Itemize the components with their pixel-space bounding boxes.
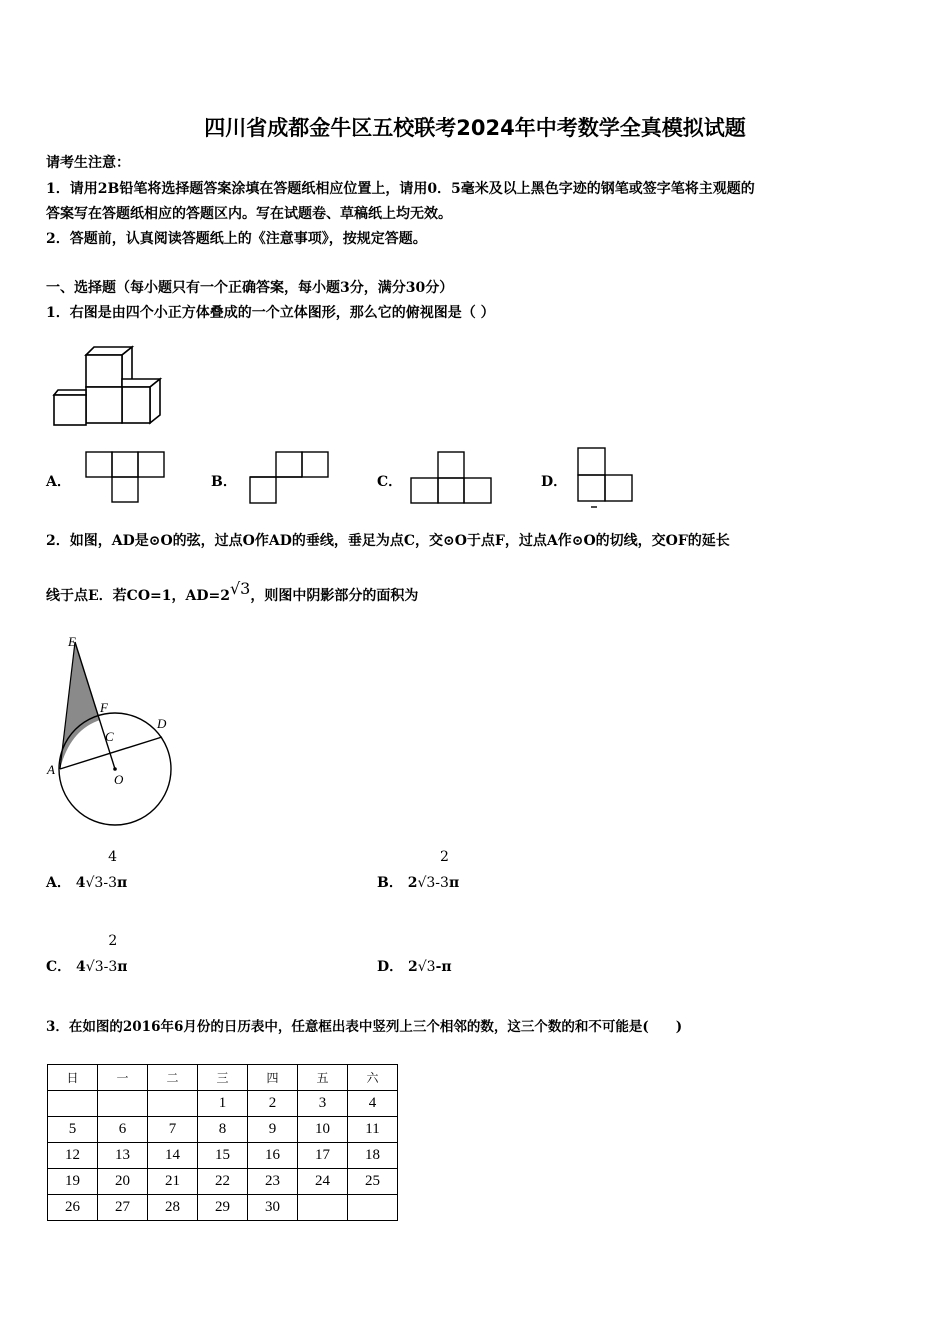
fraction (108, 933, 118, 975)
notice-item-1-line-2: 答案写在答题纸相应的答题区内。写在试题卷、草稿纸上均无效。 (46, 206, 452, 222)
fraction-numerator: 4 (108, 849, 117, 865)
q1-option-c-figure (408, 450, 494, 506)
figure-label-e: E (68, 634, 76, 649)
fraction (108, 849, 117, 891)
question-2-line-2-end: ，则图中阴影部分的面积为 (250, 588, 419, 604)
figure-label-d: D (157, 716, 167, 731)
fraction-denominator: 3 (440, 875, 449, 891)
calendar-cell: 22 (198, 1169, 248, 1195)
notice-heading: 请考生注意： (46, 155, 130, 171)
calendar-row (48, 1195, 398, 1221)
option-letter: B． (377, 875, 403, 891)
calendar-row (48, 1091, 398, 1117)
option-coefficient: 2 (408, 959, 418, 975)
figure-label-a: A (47, 762, 55, 777)
sqrt-3: √3 (229, 579, 251, 598)
calendar-header-row (48, 1065, 398, 1091)
question-2-line-2-start: 线于点E．若CO=1，AD=2 (46, 588, 230, 604)
calendar-cell: 15 (198, 1143, 248, 1169)
calendar-cell (298, 1195, 348, 1221)
q1-option-b-figure (248, 450, 332, 506)
pi-symbol: π (117, 959, 128, 975)
calendar-cell: 20 (98, 1169, 148, 1195)
q1-option-d-label: D． (541, 474, 568, 490)
calendar-cell: 16 (248, 1143, 298, 1169)
calendar-cell: 27 (98, 1195, 148, 1221)
q2-option-d (377, 956, 452, 976)
calendar-cell: 9 (248, 1117, 298, 1143)
calendar-cell: 13 (98, 1143, 148, 1169)
fraction (440, 849, 449, 891)
question-2-line-1: 2．如图，AD是⊙O的弦，过点O作AD的垂线，垂足为点C，交⊙O于点F，过点A作⊙O的切线，交OF的延长 (46, 533, 730, 549)
notice-item-2: 2．答题前，认真阅读答题纸上的《注意事项》，按规定答题。 (46, 231, 427, 247)
calendar-cell: 11 (348, 1117, 398, 1143)
option-coefficient: 4 (75, 875, 86, 891)
fraction-numerator: 2 (440, 849, 449, 865)
calendar-header-cell: 日 (48, 1065, 98, 1091)
calendar-row (48, 1143, 398, 1169)
calendar-header-cell: 五 (298, 1065, 348, 1091)
calendar-cell: 24 (298, 1169, 348, 1195)
calendar-cell: 10 (298, 1117, 348, 1143)
calendar-cell: 4 (348, 1091, 398, 1117)
figure-label-o: O (114, 772, 124, 787)
calendar-cell (98, 1091, 148, 1117)
sqrt-3: √3 (85, 875, 104, 891)
calendar-cell: 1 (198, 1091, 248, 1117)
question-3-text: 3．在如图的2016年6月份的日历表中，任意框出表中竖列上三个相邻的数，这三个数的和不可能是( ) (46, 1019, 683, 1035)
q1-option-b-label: B． (211, 474, 237, 490)
calendar-cell: 8 (198, 1117, 248, 1143)
q1-option-c-label: C． (377, 474, 403, 490)
calendar-cell: 14 (148, 1143, 198, 1169)
circle-tangent-figure (40, 630, 190, 835)
calendar-row (48, 1117, 398, 1143)
section-heading: 一、选择题（每小题只有一个正确答案，每小题3分，满分30分） (46, 280, 454, 296)
calendar-cell: 25 (348, 1169, 398, 1195)
sqrt-3: √3 (417, 875, 436, 891)
calendar-cell: 2 (248, 1091, 298, 1117)
calendar-header-cell: 三 (198, 1065, 248, 1091)
option-letter: A． (46, 875, 71, 891)
q2-option-c: C． 4√3- 2 3π (46, 933, 128, 975)
calendar-cell: 28 (148, 1195, 198, 1221)
option-coefficient: 4 (76, 959, 86, 975)
calendar-header-cell: 一 (98, 1065, 148, 1091)
fraction-denominator: 3 (108, 875, 117, 891)
q2-option-a: A． 4√3- 4 3π (46, 849, 128, 891)
option-letter: D． (377, 959, 404, 975)
calendar-cell: 17 (298, 1143, 348, 1169)
calendar-cell (148, 1091, 198, 1117)
q1-option-a-figure (84, 450, 168, 505)
calendar-cell: 18 (348, 1143, 398, 1169)
option-coefficient: 2 (407, 875, 418, 891)
question-1-text: 1．右图是由四个小正方体叠成的一个立体图形，那么它的俯视图是（ ） (46, 305, 495, 321)
option-letter: C． (46, 959, 72, 975)
calendar-row (48, 1169, 398, 1195)
fraction-denominator: 3 (108, 959, 118, 975)
q2-option-b: B． 2√3- 2 3π (377, 849, 460, 891)
calendar-cell: 21 (148, 1169, 198, 1195)
question-2-line-2 (46, 579, 419, 605)
fraction-numerator: 2 (108, 933, 118, 949)
option-tail: -π (435, 959, 452, 975)
calendar-cell: 19 (48, 1169, 98, 1195)
calendar-header-cell: 四 (248, 1065, 298, 1091)
calendar-cell: 7 (148, 1117, 198, 1143)
calendar-header-cell: 六 (348, 1065, 398, 1091)
calendar-cell: 23 (248, 1169, 298, 1195)
calendar-cell: 12 (48, 1143, 98, 1169)
calendar-table (47, 1064, 398, 1221)
calendar-cell: 30 (248, 1195, 298, 1221)
sqrt-3: √3 (85, 959, 104, 975)
pi-symbol: π (448, 875, 460, 891)
calendar-cell: 29 (198, 1195, 248, 1221)
page-title: 四川省成都金牛区五校联考2024年中考数学全真模拟试题 (204, 116, 746, 140)
calendar-cell (348, 1195, 398, 1221)
calendar-cell (48, 1091, 98, 1117)
calendar-cell: 5 (48, 1117, 98, 1143)
notice-item-1-line-1: 1．请用2B铅笔将选择题答案涂填在答题纸相应位置上，请用0．5毫米及以上黑色字迹的钢笔或签字笔将主观题的 (46, 181, 755, 197)
q1-option-a-label: A． (46, 474, 71, 490)
calendar-cell: 6 (98, 1117, 148, 1143)
sqrt-3: √3 (417, 959, 436, 975)
q1-option-d-figure (575, 446, 637, 510)
figure-label-c: C (105, 729, 114, 744)
calendar-cell: 3 (298, 1091, 348, 1117)
calendar-cell: 26 (48, 1195, 98, 1221)
cube-stack-figure (50, 345, 168, 430)
calendar-header-cell: 二 (148, 1065, 198, 1091)
figure-label-f: F (100, 700, 108, 715)
pi-symbol: π (116, 875, 128, 891)
